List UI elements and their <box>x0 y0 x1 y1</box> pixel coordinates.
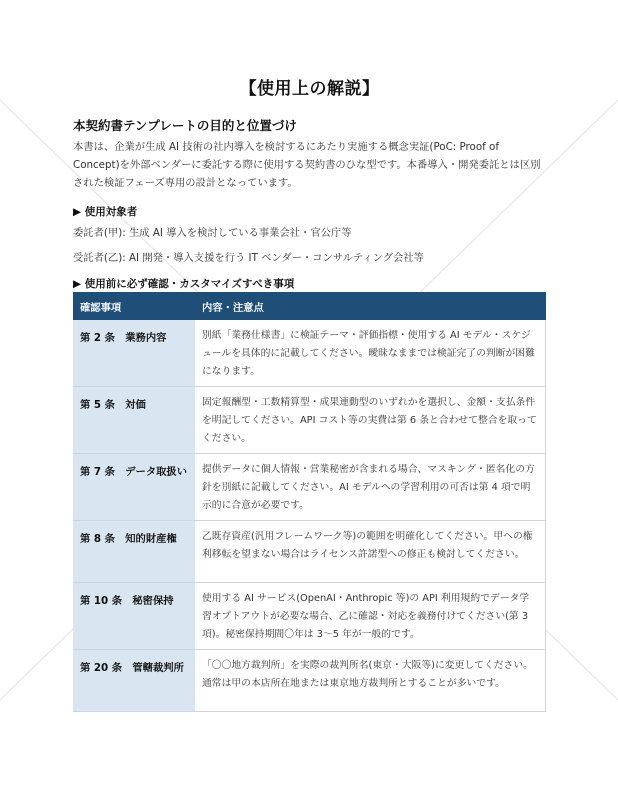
row-item: 第 10 条 秘密保持 <box>73 583 195 650</box>
checklist-table <box>73 292 546 712</box>
table-header-row <box>73 292 546 320</box>
row-item: 第 7 条 データ取扱い <box>73 454 195 521</box>
row-item: 第 2 条 業務内容 <box>73 320 195 387</box>
table-row <box>73 454 546 521</box>
row-note: 乙既存資産(汎用フレームワーク等)の範囲を明確化してください。甲への権利移転を望まない場合はライセンス許諾型への修正も検討してください。 <box>195 521 546 583</box>
page-title: 【使用上の解説】 <box>239 79 380 99</box>
target-client-line: 委託者(甲): 生成 AI 導入を検討している事業会社・官公庁等 <box>73 227 352 239</box>
purpose-heading: 本契約書テンプレートの目的と位置づけ <box>73 118 297 133</box>
row-item: 第 20 条 管轄裁判所 <box>73 650 195 712</box>
checklist-heading: ▶ 使用前に必ず確認・カスタマイズすべき事項 <box>73 278 295 290</box>
column-header-item: 確認事項 <box>73 292 195 320</box>
row-note: 「〇〇地方裁判所」を実際の裁判所名(東京・大阪等)に変更してください。通常は甲の本店所在地または東京地方裁判所とすることが多いです。 <box>195 650 546 712</box>
row-item: 第 8 条 知的財産権 <box>73 521 195 583</box>
row-note: 提供データに個人情報・営業秘密が含まれる場合、マスキング・匿名化の方針を別紙に記載してください。AI モデルへの学習利用の可否は第 4 項で明示的に合意が必要です。 <box>195 454 546 521</box>
table-row <box>73 387 546 454</box>
targets-heading: ▶ 使用対象者 <box>73 206 138 218</box>
row-item: 第 5 条 対価 <box>73 387 195 454</box>
row-note: 固定報酬型・工数精算型・成果連動型のいずれかを選択し、金額・支払条件を明記してください。API コスト等の実費は第 6 条と合わせて整合を取ってください。 <box>195 387 546 454</box>
row-note: 使用する AI サービス(OpenAI・Anthropic 等)の API 利用規約でデータ学習オプトアウトが必要な場合、乙に確認・対応を義務付けてください(第 3 項)。秘密保持期間〇年は 3〜5 年が一般的です。 <box>195 583 546 650</box>
row-note: 別紙「業務仕様書」に検証テーマ・評価指標・使用する AI モデル・スケジュールを具体的に記載してください。曖昧なままでは検証完了の判断が困難になります。 <box>195 320 546 387</box>
purpose-body: 本書は、企業が生成 AI 技術の社内導入を検討するにあたり実施する概念実証(PoC: Proof of Concept)を外部ベンダーに委託する際に使用する契約書のひな型です。本番導入・開発委託とは区別された検証フェーズ専用の設計となっています。 <box>73 141 541 189</box>
table-row <box>73 320 546 387</box>
target-vendor-line: 受託者(乙): AI 開発・導入支援を行う IT ベンダー・コンサルティング会社等 <box>73 252 424 264</box>
table-row <box>73 650 546 712</box>
table-row <box>73 583 546 650</box>
table-row <box>73 521 546 583</box>
column-header-note: 内容・注意点 <box>195 292 546 320</box>
